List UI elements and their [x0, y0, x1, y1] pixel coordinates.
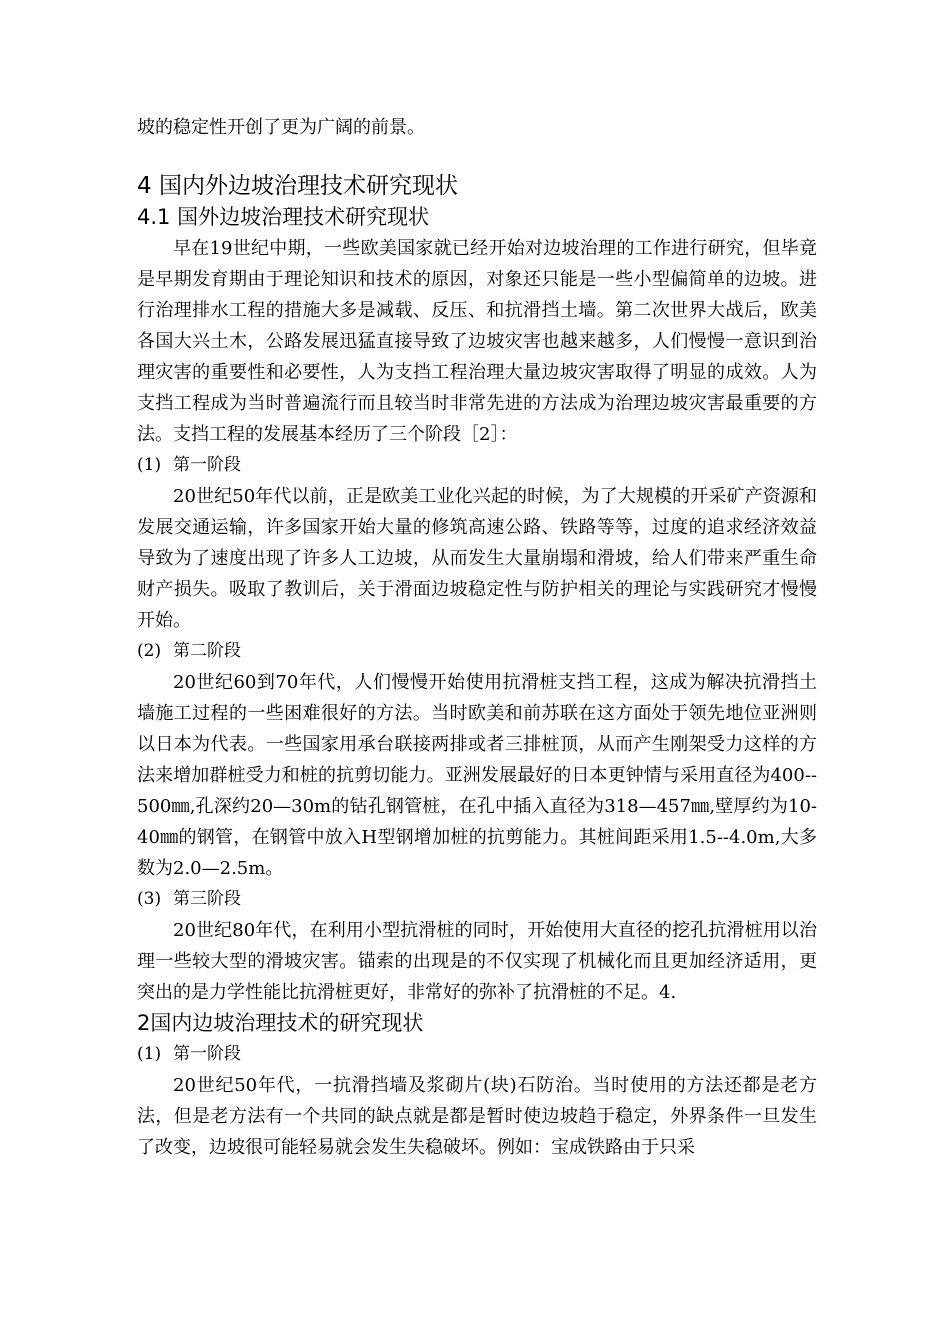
- section-4-2-heading: 2国内边坡治理技术的研究现状: [137, 1011, 424, 1035]
- stage-label: 第二阶段: [173, 641, 241, 661]
- stage-3-heading: [137, 884, 817, 915]
- stage-1-paragraph: 20世纪50年代以前，正是欧美工业化兴起的时候，为了大规模的开采矿产资源和发展交通运输，许多国家开始大量的修筑高速公路、铁路等等，过度的追求经济效益导致为了速度出现了许多人工边坡，从而发生大量崩塌和滑坡，给人们带来严重生命财产损失。吸取了教训后，关于滑面边坡稳定性与防护相关的理论与实践研究才慢慢开始。: [137, 486, 817, 631]
- stage-2-heading: [137, 636, 817, 667]
- stage-number: (3): [137, 889, 162, 909]
- section-4-heading: 4 国内外边坡治理技术研究现状: [137, 173, 458, 199]
- stage-label: 第一阶段: [173, 1044, 241, 1064]
- section-4-1-heading: 4.1 国外边坡治理技术研究现状: [137, 205, 430, 229]
- section-4-1-intro-paragraph: 早在19世纪中期，一些欧美国家就已经开始对边坡治理的工作进行研究，但毕竟是早期发育期由于理论知识和技术的原因，对象还只能是一些小型偏简单的边坡。进行治理排水工程的措施大多是减载、反压、和抗滑挡土墙。第二次世界大战后，欧美各国大兴土木，公路发展迅猛直接导致了边坡灾害也越来越多，人们慢慢一意识到治理灾害的重要性和必要性，人为支挡工程治理大量边坡灾害取得了明显的成效。人为支挡工程成为当时普遍流行而且较当时非常先进的方法成为治理边坡灾害最重要的方法。支挡工程的发展基本经历了三个阶段［2］：: [137, 238, 817, 445]
- continuation-paragraph: 坡的稳定性开创了更为广阔的前景。: [137, 117, 425, 138]
- stage-number: (1): [137, 455, 162, 475]
- stage-1-heading: [137, 450, 817, 481]
- stage-label: 第一阶段: [173, 455, 241, 475]
- section-spacer: [137, 143, 817, 171]
- stage-label: 第三阶段: [173, 889, 241, 909]
- stage-2-paragraph: 20世纪60到70年代，人们慢慢开始使用抗滑桩支挡工程，这成为解决抗滑挡土墙施工过程的一些困难很好的方法。当时欧美和前苏联在这方面处于领先地位亚洲则以日本为代表。一些国家用承台联接两排或者三排桩顶，从而产生刚架受力这样的方法来增加群桩受力和桩的抗剪切能力。亚洲发展最好的日本更钟情与采用直径为400--500㎜,孔深约20—30m的钻孔钢管桩，在孔中插入直径为318—457㎜,壁厚约为10-40㎜的钢管，在钢管中放入H型钢增加桩的抗剪能力。其桩间距采用1.5--4.0m,大多数为2.0—2.5m。: [137, 672, 817, 879]
- domestic-stage-1-heading: [137, 1039, 817, 1070]
- stage-number: (1): [137, 1044, 162, 1064]
- domestic-stage-1-paragraph: 20世纪50年代，一抗滑挡墙及浆砌片(块)石防治。当时使用的方法还都是老方法，但是老方法有一个共同的缺点就是都是暂时使边坡趋于稳定，外界条件一旦发生了改变，边坡很可能轻易就会发生失稳破坏。例如：宝成铁路由于只采: [137, 1075, 817, 1158]
- stage-3-paragraph: 20世纪80年代，在利用小型抗滑桩的同时，开始使用大直径的挖孔抗滑桩用以治理一些较大型的滑坡灾害。锚索的出现是的不仅实现了机械化而且更加经济适用，更突出的是力学性能比抗滑桩更好，非常好的弥补了抗滑桩的不足。4.: [137, 920, 817, 1003]
- page-content: [137, 112, 817, 1163]
- stage-number: (2): [137, 641, 162, 661]
